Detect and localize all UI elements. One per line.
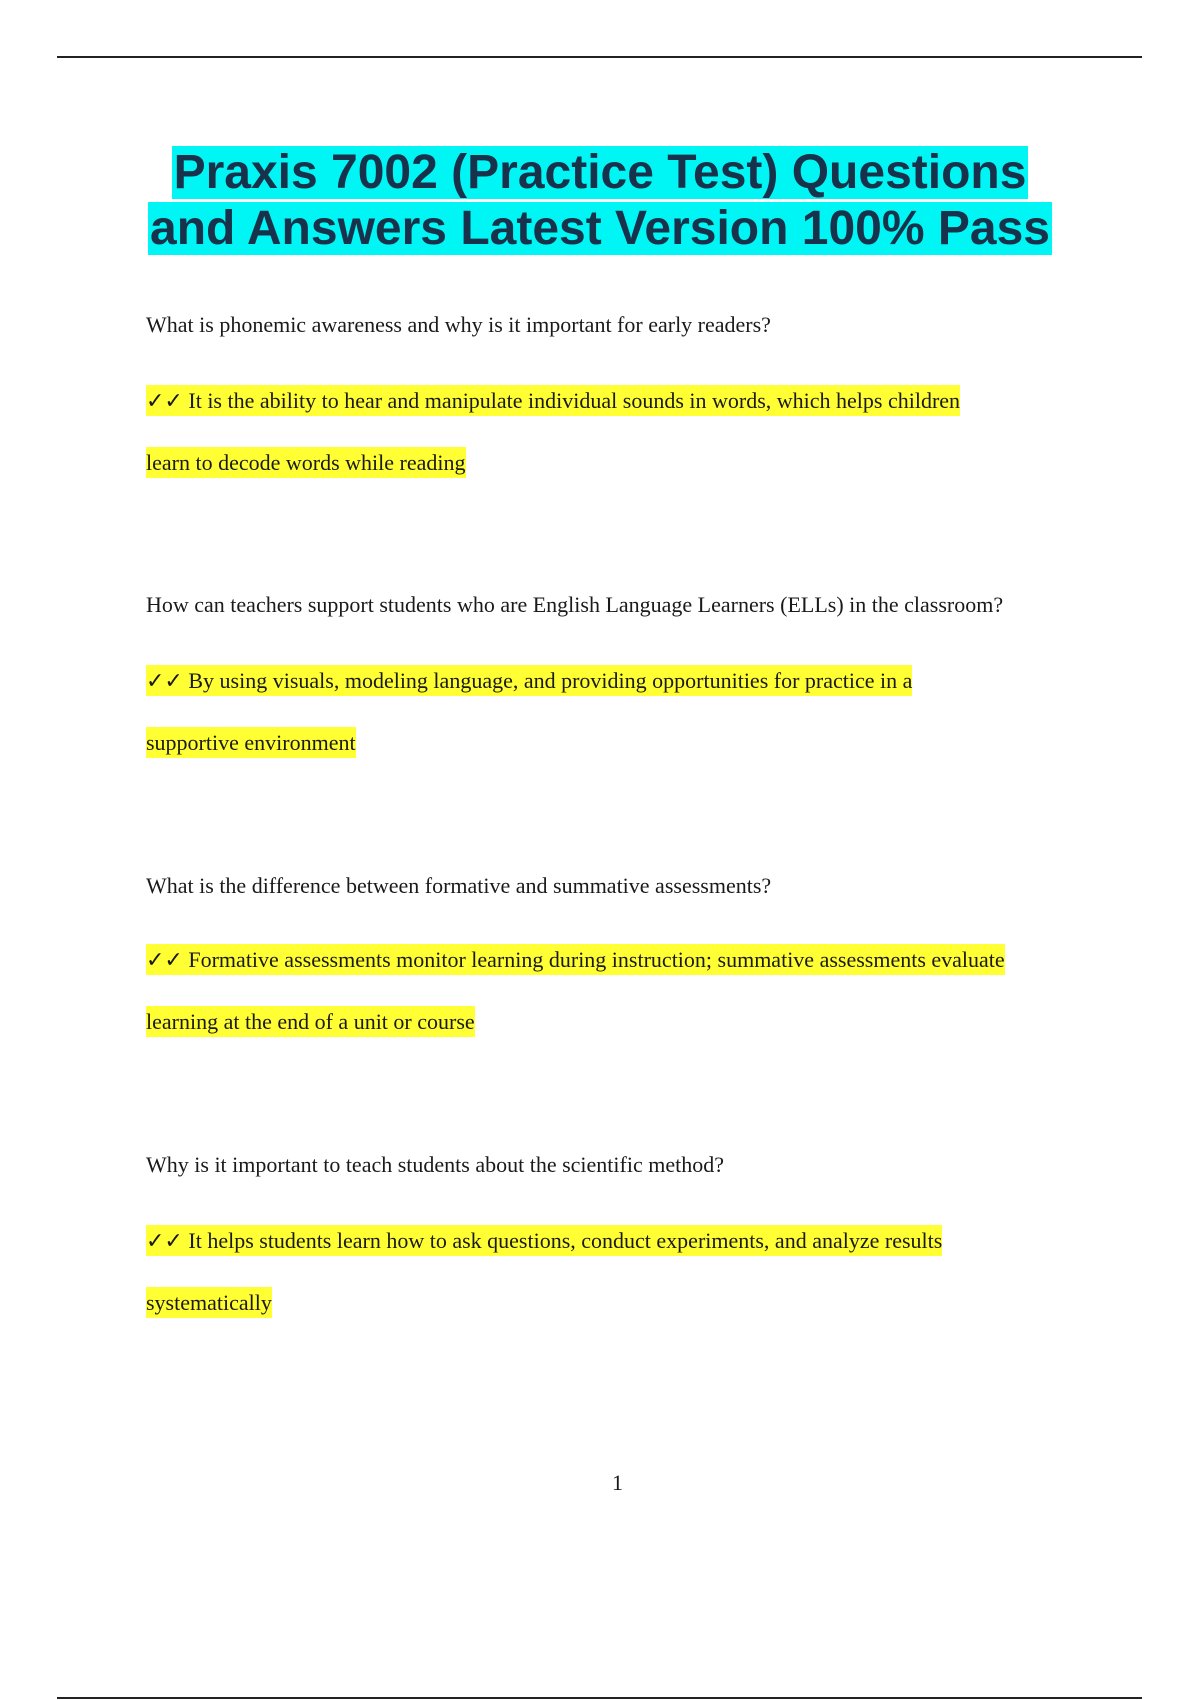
answer-line-1: Formative assessments monitor learning during instruction; summative assessments evaluate xyxy=(188,947,1005,972)
question-text: How can teachers support students who are English Language Learners (ELLs) in the classroom? xyxy=(146,592,1004,617)
answer-highlight xyxy=(146,944,1005,975)
checkmark-icon: ✓✓ xyxy=(146,669,183,694)
question-text: What is the difference between formative and summative assessments? xyxy=(146,873,772,898)
title-line-1: Praxis 7002 (Practice Test) Questions xyxy=(173,146,1027,199)
header-rule xyxy=(57,56,1142,58)
answer-highlight xyxy=(146,665,912,696)
answer-highlight-line-2: supportive environment xyxy=(146,727,356,758)
footer-rule xyxy=(57,1697,1142,1699)
question-text: Why is it important to teach students about the scientific method? xyxy=(146,1152,724,1177)
answer-highlight-line-2: learn to decode words while reading xyxy=(146,447,466,478)
answer-text xyxy=(146,1210,1106,1333)
answer-text xyxy=(146,370,1106,493)
answer-line-1: It is the ability to hear and manipulate individual sounds in words, which helps children xyxy=(188,388,961,413)
title-line-2: and Answers Latest Version 100% Pass xyxy=(150,202,1050,255)
answer-highlight-line-2: systematically xyxy=(146,1287,272,1318)
checkmark-icon: ✓✓ xyxy=(146,948,183,973)
checkmark-icon: ✓✓ xyxy=(146,389,183,414)
question-text: What is phonemic awareness and why is it important for early readers? xyxy=(146,312,771,337)
answer-text xyxy=(146,650,1106,773)
answer-highlight xyxy=(146,1225,942,1256)
answer-highlight-line-2: learning at the end of a unit or course xyxy=(146,1006,475,1037)
answer-line-1: It helps students learn how to ask questions, conduct experiments, and analyze results xyxy=(188,1228,943,1253)
answer-text xyxy=(146,929,1106,1052)
checkmark-icon: ✓✓ xyxy=(146,1229,183,1254)
page-number: 1 xyxy=(612,1470,623,1495)
answer-line-1: By using visuals, modeling language, and providing opportunities for practice in a xyxy=(188,668,913,693)
document-title xyxy=(0,145,1200,257)
answer-highlight xyxy=(146,385,960,416)
